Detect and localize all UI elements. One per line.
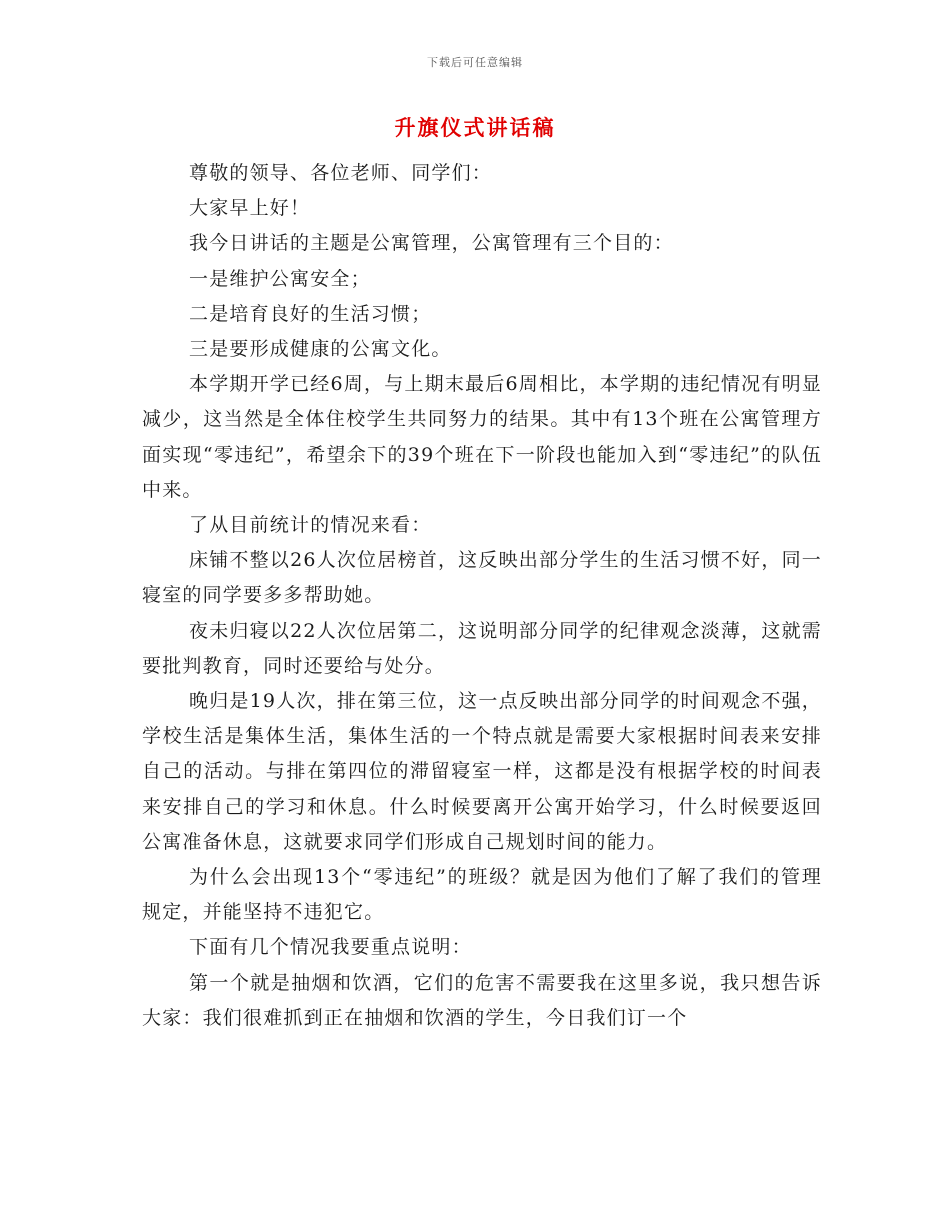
paragraph-beds: 床铺不整以26人次位居榜首，这反映出部分学生的生活习惯不好，同一寝室的同学要多多帮助她。 — [142, 549, 822, 607]
document-body — [142, 156, 822, 1036]
paragraph-greeting: 大家早上好！ — [189, 197, 311, 220]
paragraph-smoking-drinking: 第一个就是抽烟和饮酒，它们的危害不需要我在这里多说，我只想告诉大家：我们很难抓到正在抽烟和饮酒的学生，今日我们订一个 — [142, 971, 822, 1029]
paragraph-semester-summary: 本学期开学已经6周，与上期末最后6周相比，本学期的违纪情况有明显减少，这当然是全体住校学生共同努力的结果。其中有13个班在公寓管理方面实现“零违纪”，希望余下的39个班在下一阶段也能加入到“零违纪”的队伍中来。 — [142, 373, 822, 501]
paragraph-late-return: 晚归是19人次，排在第三位，这一点反映出部分同学的时间观念不强，学校生活是集体生活，集体生活的一个特点就是需要大家根据时间表来安排自己的活动。与排在第四位的滞留寝室一样，这都是没有根据学校的时间表来安排自己的学习和休息。什么时候要离开公寓开始学习，什么时候要返回公寓准备休息，这就要求同学们形成自己规划时间的能力。 — [142, 690, 822, 853]
paragraph-goal-1: 一是维护公寓安全； — [189, 267, 371, 290]
paragraph-topic: 我今日讲话的主题是公寓管理，公寓管理有三个目的： — [189, 232, 674, 255]
paragraph-key-points: 下面有几个情况我要重点说明： — [189, 936, 472, 959]
document-title: 升旗仪式讲话稿 — [394, 115, 556, 140]
paragraph-zero-violation: 为什么会出现13个“零违纪”的班级？就是因为他们了解了我们的管理规定，并能坚持不违犯它。 — [142, 866, 822, 924]
header-note: 下载后可任意编辑 — [427, 56, 523, 69]
paragraph-statistics-intro: 了从目前统计的情况来看： — [189, 514, 432, 537]
paragraph-goal-3: 三是要形成健康的公寓文化。 — [189, 338, 452, 361]
paragraph-goal-2: 二是培育良好的生活习惯； — [189, 302, 432, 325]
paragraph-salutation: 尊敬的领导、各位老师、同学们： — [189, 162, 493, 184]
paragraph-night-absence: 夜未归寝以22人次位居第二，这说明部分同学的纪律观念淡薄，这就需要批判教育，同时还要给与处分。 — [142, 619, 822, 677]
